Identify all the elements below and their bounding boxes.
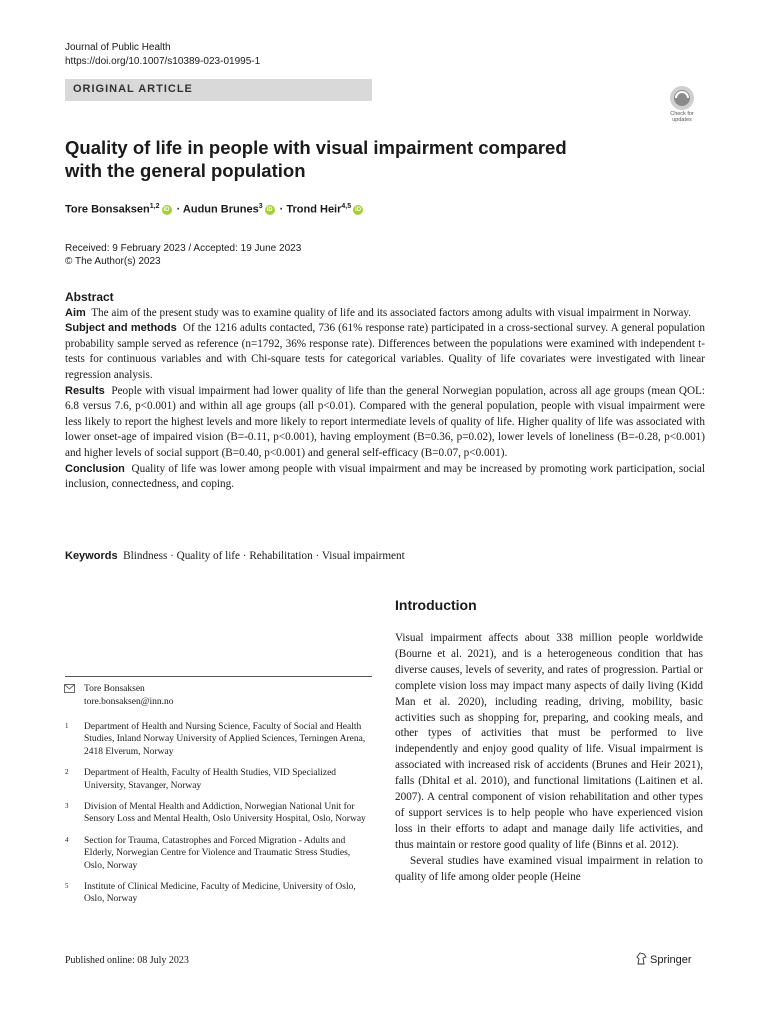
abstract-results bbox=[65, 384, 705, 462]
methods-heading: Subject and methods bbox=[65, 322, 177, 335]
doi-link[interactable]: https://doi.org/10.1007/s10389-023-01995-1 bbox=[65, 56, 261, 67]
author-separator: · bbox=[279, 203, 284, 216]
aim-heading: Aim bbox=[65, 306, 86, 319]
conclusion-text: Quality of life was lower among people with visual impairment and may be increased by promoting work participation, social inclusion, connectedness, and coping. bbox=[65, 462, 705, 491]
affiliation-number: 4 bbox=[65, 835, 69, 844]
article-title bbox=[65, 136, 585, 182]
introduction-heading: Introduction bbox=[395, 597, 477, 613]
abstract-aim bbox=[65, 306, 705, 322]
affiliation-number: 3 bbox=[65, 802, 69, 811]
journal-header bbox=[65, 41, 260, 69]
abstract-conclusion bbox=[65, 462, 705, 493]
affiliations bbox=[65, 721, 372, 915]
keywords bbox=[65, 550, 405, 562]
author-name[interactable]: Trond Heir bbox=[286, 203, 342, 216]
check-for-updates-badge[interactable] bbox=[664, 84, 700, 124]
correspondence-email[interactable]: tore.bonsaksen@inn.no bbox=[84, 697, 174, 707]
affiliation-item bbox=[65, 835, 372, 872]
introduction-body bbox=[395, 631, 703, 886]
affiliation-text: Division of Mental Health and Addiction, Norwegian National Unit for Sensory Loss and Mental Health, Oslo University Hospital, Oslo, Norway bbox=[84, 802, 366, 825]
aim-text: The aim of the present study was to examine quality of life and its associated factors among adults with visual impairment in Norway. bbox=[91, 306, 692, 319]
orcid-icon[interactable]: iD bbox=[266, 206, 273, 213]
footnote-divider bbox=[65, 676, 372, 677]
results-text: People with visual impairment had lower quality of life than the general Norwegian population, across all age groups (mean QOL: 6.8 versus 7.6, p<0.001) and within all age groups (all p<0.01). Compared with the general population, people with visual impairment were less likely to report the highest levels and more likely to report intermediate levels of quality of life. Higher quality of life was associated with lower onset-age of impaired vision (B=-0.11, p<0.001), having employment (B=0.36, p=0.02), lower levels of loneliness (B=-0.28, p<0.001) and higher levels of social support (B=0.40, p<0.001) and general self-efficacy (B=0.07, p<0.001). bbox=[65, 384, 706, 459]
publisher-logo bbox=[636, 952, 692, 968]
intro-paragraph-1: Visual impairment affects about 338 million people worldwide (Bourne et al. 2021), and is a heterogeneous condition that has diverse causes, levels of severity, and rates of progression. Partial or complete vision loss may impact many aspects of daily living (Kidd Man et al. 2020), including reading, driving, mobility, basic activities such as shopping for, preparing, and cooking meals, and other types of activities that must be performed to live independently and enjoy good quality of life. Visual impairment is associated with increased risk of accidents (Brunes and Heir 2021), falls (Dhital et al. 2010), and functional limitations (Laitinen et al. 2007). A central component of vision rehabilitation and other types of support services is to help people who have experienced vision loss in their efforts to adapt and manage daily life activities, and thus maintain or restore good quality of life (Binns et al. 2012). bbox=[395, 632, 703, 851]
keywords-text: Blindness · Quality of life · Rehabilitation · Visual impairment bbox=[123, 550, 405, 562]
article-type-label: ORIGINAL ARTICLE bbox=[73, 83, 193, 95]
intro-paragraph-2: Several studies have examined visual impairment in relation to quality of life among older people (Heine bbox=[395, 854, 703, 883]
author-separator: · bbox=[176, 203, 181, 216]
affiliation-text: Department of Health and Nursing Science, Faculty of Social and Health Studies, Inland Norway University of Applied Sciences, Terningen Arena, 2418 Elverum, Norway bbox=[84, 722, 366, 757]
orcid-icon[interactable]: iD bbox=[163, 206, 170, 213]
copyright: © The Author(s) 2023 bbox=[65, 256, 161, 267]
affiliation-text: Institute of Clinical Medicine, Faculty of Medicine, University of Oslo, Oslo, Norway bbox=[84, 882, 356, 905]
methods-text: Of the 1216 adults contacted, 736 (61% response rate) participated in a cross-sectional survey. A general population probability sample served as reference (n=1792, 36% response rate). Differences between the populations were examined with independent t-tests for continuous variables and with Chi-square tests for categorical variables. Quality of life covariates were investigated with linear regression analysis. bbox=[65, 322, 705, 381]
conclusion-heading: Conclusion bbox=[65, 462, 125, 475]
abstract-methods bbox=[65, 321, 705, 383]
affiliation-item bbox=[65, 767, 372, 792]
affiliation-text: Department of Health, Faculty of Health Studies, VID Specialized University, Stavanger, Norway bbox=[84, 768, 337, 791]
envelope-icon bbox=[64, 684, 75, 698]
author-name[interactable]: Audun Brunes bbox=[182, 203, 259, 216]
affiliation-number: 2 bbox=[65, 768, 69, 777]
published-date: Published online: 08 July 2023 bbox=[65, 955, 189, 966]
abstract-section bbox=[65, 290, 705, 493]
affiliation-number: 5 bbox=[65, 882, 69, 891]
article-type-banner bbox=[65, 79, 372, 101]
author-affil: 1,2 bbox=[149, 203, 160, 210]
correspondence bbox=[65, 683, 174, 709]
article-dates bbox=[65, 242, 301, 268]
keywords-heading: Keywords bbox=[65, 550, 118, 562]
received-accepted: Received: 9 February 2023 / Accepted: 19 June 2023 bbox=[65, 243, 302, 254]
check-updates-label: Check for updates bbox=[670, 111, 694, 123]
orcid-icon[interactable]: iD bbox=[355, 206, 362, 213]
publisher-name: Springer bbox=[650, 953, 692, 966]
abstract-heading: Abstract bbox=[65, 290, 114, 304]
author-affil: 4,5 bbox=[341, 203, 352, 210]
journal-name: Journal of Public Health bbox=[65, 42, 171, 53]
results-heading: Results bbox=[65, 384, 105, 397]
affiliation-text: Section for Trauma, Catastrophes and Forced Migration - Adults and Elderly, Norwegian Centre for Violence and Traumatic Stress Studies, Oslo, Norway bbox=[84, 835, 351, 871]
title-line-1: Quality of life in people with visual impairment compared bbox=[65, 137, 567, 158]
affiliation-item bbox=[65, 881, 372, 906]
springer-horse-icon bbox=[636, 952, 647, 968]
correspondence-name: Tore Bonsaksen bbox=[84, 684, 145, 694]
author-affil: 3 bbox=[258, 203, 263, 210]
affiliation-item bbox=[65, 801, 372, 826]
affiliation-number: 1 bbox=[65, 722, 69, 730]
author-list bbox=[65, 203, 365, 216]
title-line-2: with the general population bbox=[65, 160, 306, 181]
author-name[interactable]: Tore Bonsaksen bbox=[65, 203, 150, 216]
affiliation-item bbox=[65, 721, 372, 758]
